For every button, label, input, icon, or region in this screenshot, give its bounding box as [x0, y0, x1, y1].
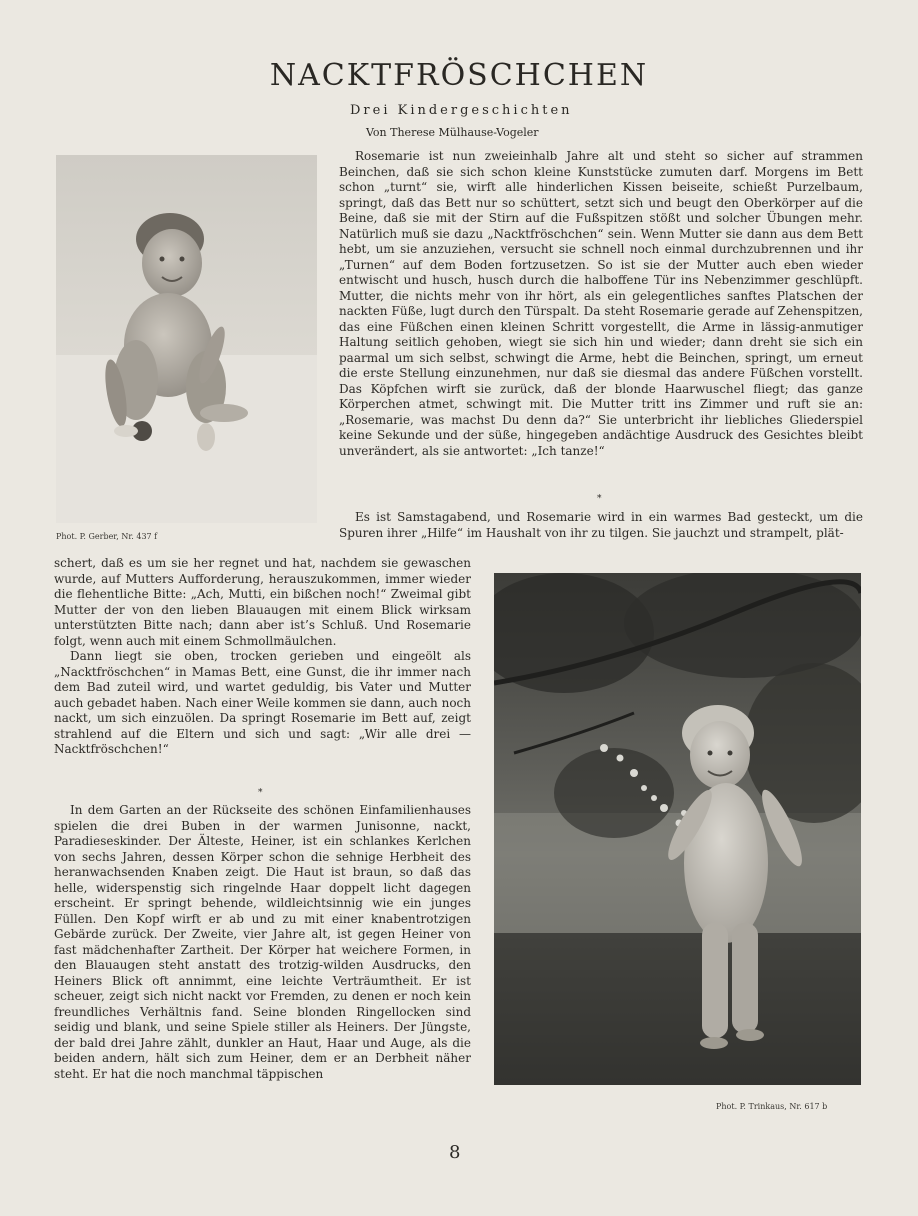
paragraph-2-continued: schert, daß es um sie her regnet und hat, nachdem sie gewaschen wurde, auf Mutters Aufforderung, herauszukommen, immer wieder die flehentliche Bitte: „Ach, Mutti, ein bißchen noch!“ Zweimal gibt Mutter der von den lieben Blauaugen mit einem Blick wirksam unterstützten Bitte nach; dann aber ist’s Schluß. Und Rosemarie folgt, wenn auch mit einem Schmollmäulchen. — [54, 556, 471, 648]
paragraph-1: Rosemarie ist nun zweieinhalb Jahre alt und steht so sicher auf strammen Beinchen, daß sie sich schon kleine Kunststücke zumuten darf. Morgens im Bett schon „turnt“ sie, wirft alle hinderlichen Kissen beiseite, schießt Purzelbaum, springt, daß das Bett nur so schüttert, setzt sich und beugt den Oberkörper auf die Beine, daß sie mit der Stirn auf die Fußspitzen stößt und solcher Übungen mehr. Natürlich muß sie dazu „Nacktfröschchen“ sein. Wenn Mutter sie dann aus dem Bett hebt, um sie anzuziehen, versucht sie schnell noch einmal durchzubrennen und ihr „Turnen“ auf dem Boden fortzusetzen. So ist sie der Mutter auch eben wieder entwischt und husch, husch durch die halboffene Tür ins Nebenzimmer geschlüpft. Mutter, die nichts mehr von ihr hört, als ein gelegentliches sanftes Platschen der nackten Füße, lugt durch den Türspalt. Da steht Rosemarie gerade auf Zehenspitzen, das eine Füßchen einen kleinen Schritt vorgestellt, die Arme in lässig-anmutiger Haltung seitlich gehoben, wiegt sie sich hin und wieder; dann dreht sie sich ein paarmal um sich selbst, schwingt die Arme, hebt die Beinchen, springt, um erneut die erste Stellung einzunehmen, nur daß sie diesmal das andere Füßchen vorstellt. Das Köpfchen wirft sie zurück, daß der blonde Haarwuschel fliegt; das ganze Körperchen atmet, schwingt mit. Die Mutter tritt ins Zimmer und ruft sie an: „Rosemarie, was machst Du denn da?“ Sie unterbricht ihr liebliches Gliederspiel keine Sekunde und der süße, hingegeben andächtige Ausdruck des Gesichtes bleibt unverändert, als sie antwortet: „Ich tanze!“ — [339, 149, 863, 458]
text-block-story1 — [339, 149, 863, 509]
paragraph-3: Dann liegt sie oben, trocken gerieben und eingeölt als „Nacktfröschchen“ in Mamas Bett, eine Gunst, die ihr immer nach dem Bad zuteil wird, und wartet geduldig, bis Vater und Mutter auch gebadet haben. Nach einer Weile kommen sie dann, auch noch nackt, um sich einzuölen. Da springt Rosemarie im Bett auf, zeigt strahlend auf die Eltern und sich und sagt: „Wir alle drei — Nacktfröschchen!“ — [54, 649, 471, 756]
photo-toddler-crouching — [56, 155, 317, 523]
paragraph-4: In dem Garten an der Rückseite des schönen Einfamilienhauses spielen die drei Buben in der warmen Junisonne, nackt, Paradieseskinder. Der Älteste, Heiner, ist ein schlankes Kerlchen von sechs Jahren, dessen Körper schon die sehnige Herbheit des heranwachsenden Knaben zeigt. Die Haut ist braun, so daß das helle, widerspenstig sich ringelnde Haar doppelt licht dagegen erscheint. Er springt behende, wildleichtsinnig wie ein junges Füllen. Den Kopf wirft er ab und zu mit einer knabentrotzigen Gebärde zurück. Der Zweite, vier Jahre alt, ist gegen Heiner von fast mädchenhafter Zartheit. Der Körper hat weichere Formen, in den Blauaugen steht anstatt des trotzig-wilden Ausdrucks, den Heiners Blick oft annimmt, eine leichte Verträumtheit. Er ist scheuer, zeigt sich nicht nackt vor Fremden, zu denen er noch kein freundliches Verhältnis fand. Seine blonden Ringellocken sind seidig und blank, und seine Spiele stiller als Heiners. Der Jüngste, der bald drei Jahre zählt, dunkler an Haut, Haar und Auge, als die beiden andern, hält sich zum Heiner, dem er an Derbheit näher steht. Er hat die noch manchmal täppischen — [54, 803, 471, 1081]
section-divider-star: * — [597, 494, 602, 504]
photo2-caption: Phot. P. Trinkaus, Nr. 617 b — [716, 1102, 828, 1111]
paragraph-2: Es ist Samstagabend, und Rosemarie wird in ein warmes Bad gesteckt, um die Spuren ihrer „Hilfe“ im Haushalt von ihr zu tilgen. Sie jauchzt und strampelt, plät- — [339, 510, 863, 540]
text-block-story3 — [54, 803, 471, 1115]
page-number: 8 — [449, 1142, 461, 1163]
photo1-caption: Phot. P. Gerber, Nr. 437 f — [56, 532, 158, 541]
article-author: Von Therese Mülhause-Vogeler — [366, 126, 539, 139]
photo-child-in-garden — [494, 573, 861, 1085]
article-title: NACKTFRÖSCHCHEN — [269, 58, 649, 93]
text-block-story2-cont — [54, 556, 471, 786]
text-block-story2-start — [339, 510, 863, 562]
section-divider-star-2: * — [258, 788, 263, 798]
article-subtitle: Drei Kindergeschichten — [350, 103, 573, 118]
